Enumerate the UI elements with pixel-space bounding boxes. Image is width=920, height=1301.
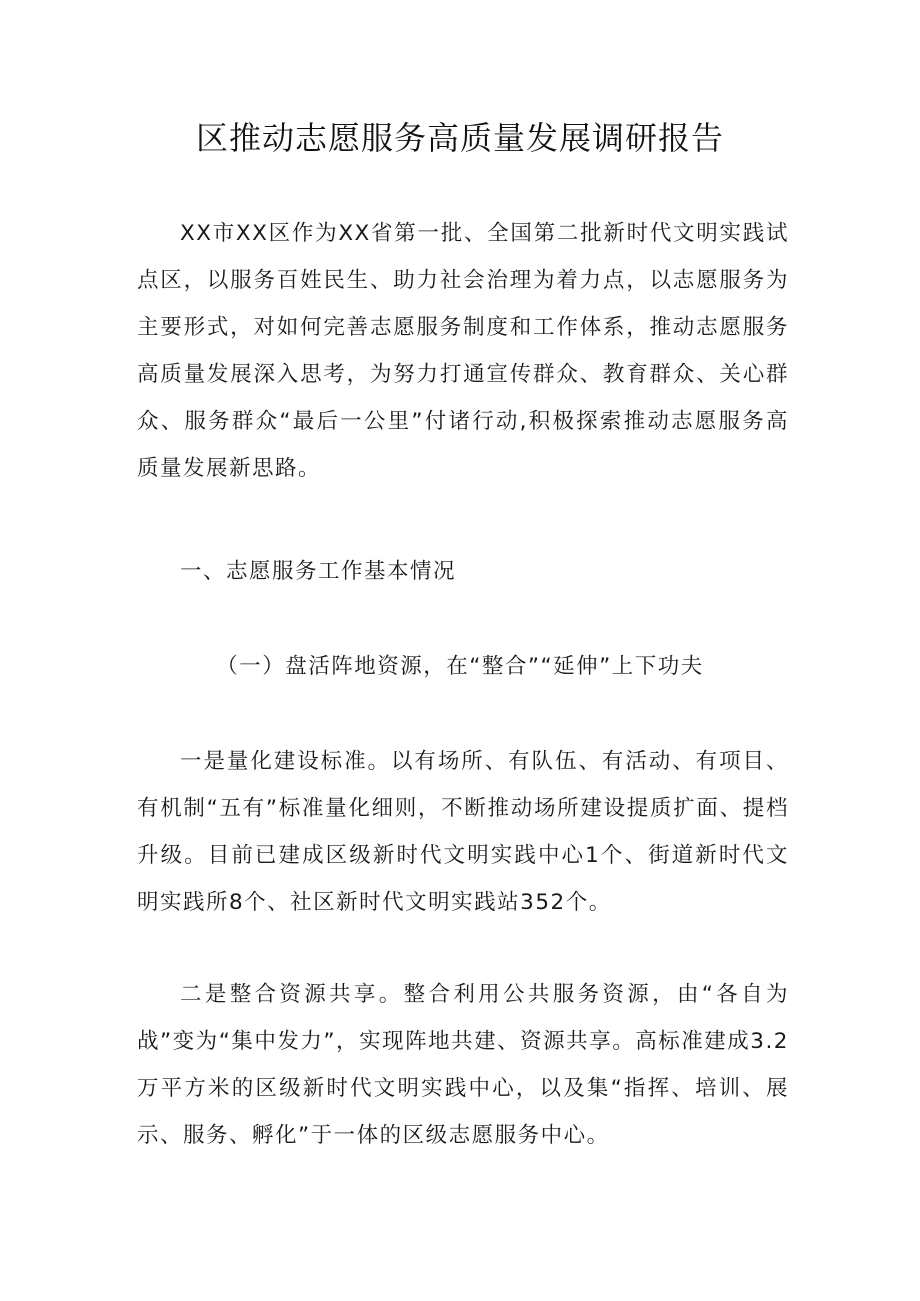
body-paragraph-1: 一是量化建设标准。以有场所、有队伍、有活动、有项目、有机制“五有”标准量化细则，不断推动场所建设提质扩面、提档升级。目前已建成区级新时代文明实践中心1个、街道新时代文明实践所8个、社区新时代文明实践站352个。 xyxy=(137,749,789,915)
subsection-heading: （一）盘活阵地资源，在“整合”“延伸”上下功夫 xyxy=(216,654,704,679)
document-title: 区推动志愿服务高质量发展调研报告 xyxy=(195,119,724,157)
section-heading: 一、志愿服务工作基本情况 xyxy=(180,559,457,584)
body-paragraph-2: 二是整合资源共享。整合利用公共服务资源，由“各自为战”变为“集中发力”，实现阵地共建、资源共享。高标准建成3.2万平方米的区级新时代文明实践中心，以及集“指挥、培训、展示、服务、孵化”于一体的区级志愿服务中心。 xyxy=(137,982,789,1148)
intro-paragraph: XX市XX区作为XX省第一批、全国第二批新时代文明实践试点区，以服务百姓民生、助力社会治理为着力点，以志愿服务为主要形式，对如何完善志愿服务制度和工作体系，推动志愿服务高质量发展深入思考，为努力打通宣传群众、教育群众、关心群众、服务群众“最后一公里”付诸行动,积极探索推动志愿服务高质量发展新思路。 xyxy=(137,221,789,481)
